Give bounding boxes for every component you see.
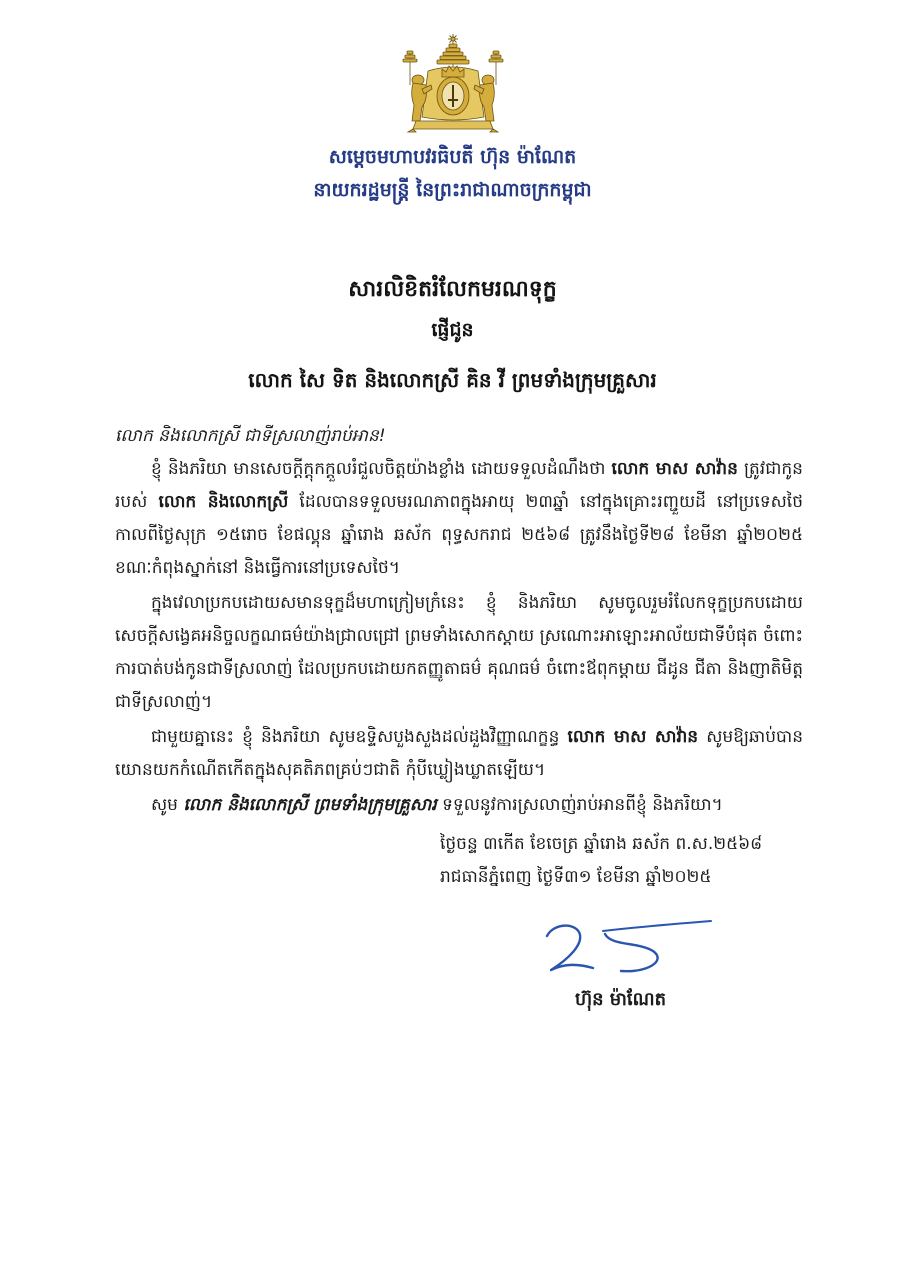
paragraph-4-text: ទទួលនូវការស្រលាញ់រាប់អានពីខ្ញុំ និងភរិយា។ [436, 795, 723, 815]
paragraph-1-text: ដែលបានទទួលមរណភាពក្នុងអាយុ ២៣ឆ្នាំ នៅក្នុងគ្រោះរញ្ជួយដី នៅប្រទេសថៃ កាលពីថ្ងៃសុក្រ ១៥រោច ខែផល្គុន ឆ្នាំរោង ឆស័ក ពុទ្ធសករាជ ២៥៦៨ ត្រូវនឹងថ្ងៃទី២៨ ខែមីនា ឆ្នាំ២០២៥ ខណៈកំពុងស្នាក់នៅ និងធ្វើការនៅប្រទេសថៃ។ [115, 492, 803, 578]
closing-dates [440, 828, 802, 894]
paragraph-4 [115, 789, 803, 822]
paragraph-3-text: ជាមួយគ្នានេះ ខ្ញុំ និងភរិយា សូមឧទ្ទិសបួងសួងដល់ដួងវិញ្ញាណក្ខន្ធ [151, 727, 568, 747]
sender-title: សម្តេចមហាបវរធិបតី ហ៊ុន ម៉ាណែត [328, 146, 577, 168]
paragraph-2-text: ក្នុងវេលាប្រកបដោយសមានទុក្ខដ៏មហាក្រៀមក្រំនេះ ខ្ញុំ និងភរិយា សូមចូលរួមរំលែកទុក្ខប្រកបដោយសេចក្តីសង្វេគអនិច្ចលក្ខណធម៌យ៉ាងជ្រាលជ្រៅ ព្រមទាំងសោកស្តាយ ស្រណោះអាឡោះអាល័យជាទីបំផុត ចំពោះការបាត់បង់កូនជាទីស្រលាញ់ ដែលប្រកបដោយកតញ្ញូតាធម៌ គុណធម៌ ចំពោះឪពុកម្តាយ ជីដូន ជីតា និងញាតិមិត្តជាទីស្រលាញ់។ [115, 593, 803, 712]
royal-coat-of-arms-icon [398, 33, 508, 133]
signature-stroke-curve [605, 934, 658, 971]
paragraph-1 [115, 453, 803, 585]
place-and-date: រាជធានីភ្នំពេញ ថ្ងៃទី៣១ ខែមីនា ឆ្នាំ២០២៥ [440, 867, 712, 887]
deceased-name: លោក មាស សាវ៉ាន [567, 727, 699, 747]
emblem-banner [413, 121, 493, 129]
recipients-reference: លោក និងលោកស្រី ព្រមទាំងក្រុមគ្រួសារ [183, 795, 437, 815]
signature-stroke-top [603, 921, 711, 931]
recipients-reference: លោក និងលោកស្រី [158, 492, 289, 512]
paragraph-4-text: សូម [151, 795, 184, 815]
paragraph-3-text: សូមឱ្យឆាប់បានយោនយកកំណើតកើតក្នុងសុគតិភពគ្រប់ៗជាតិ កុំបីឃ្លៀងឃ្លាតឡើយ។ [115, 727, 803, 780]
recipients-line: លោក សៃ ទិត និងលោកស្រី គិន វី ព្រមទាំងក្រុមគ្រួសារ [248, 368, 657, 392]
salutation: លោក និងលោកស្រី ជាទីស្រលាញ់រាប់អាន! [115, 426, 386, 446]
paragraph-3 [115, 721, 803, 787]
emblem-central-parasol [437, 43, 469, 67]
deceased-name: លោក មាស សាវ៉ាន [611, 459, 738, 479]
letter-body [115, 420, 803, 1014]
lunar-date: ថ្ងៃចន្ទ ៣កើត ខែចេត្រ ឆ្នាំរោង ឆស័ក ព.ស.២៥៦៨ [440, 834, 763, 854]
letter-heading: សារលិខិតរំលែកមរណទុក្ខ [348, 277, 557, 302]
emblem-star [448, 34, 458, 44]
sender-position: នាយករដ្ឋមន្ត្រី នៃព្រះរាជាណាចក្រកម្ពុជា [313, 179, 592, 201]
paragraph-2 [115, 587, 803, 719]
sent-to-label: ផ្ញើជូន [431, 319, 474, 341]
paragraph-1-text: ត្រូវជាកូនរបស់ [115, 459, 803, 512]
paragraph-1-text: ខ្ញុំ និងភរិយា មានសេចក្តីក្តុកក្តួលរំជួលចិត្តយ៉ាងខ្លាំង ដោយទទួលដំណឹងថា [151, 459, 612, 479]
signature-stroke-loop [547, 926, 593, 970]
handwritten-signature [543, 916, 713, 976]
signer-name: ហ៊ុន ម៉ាណែត [574, 989, 667, 1010]
